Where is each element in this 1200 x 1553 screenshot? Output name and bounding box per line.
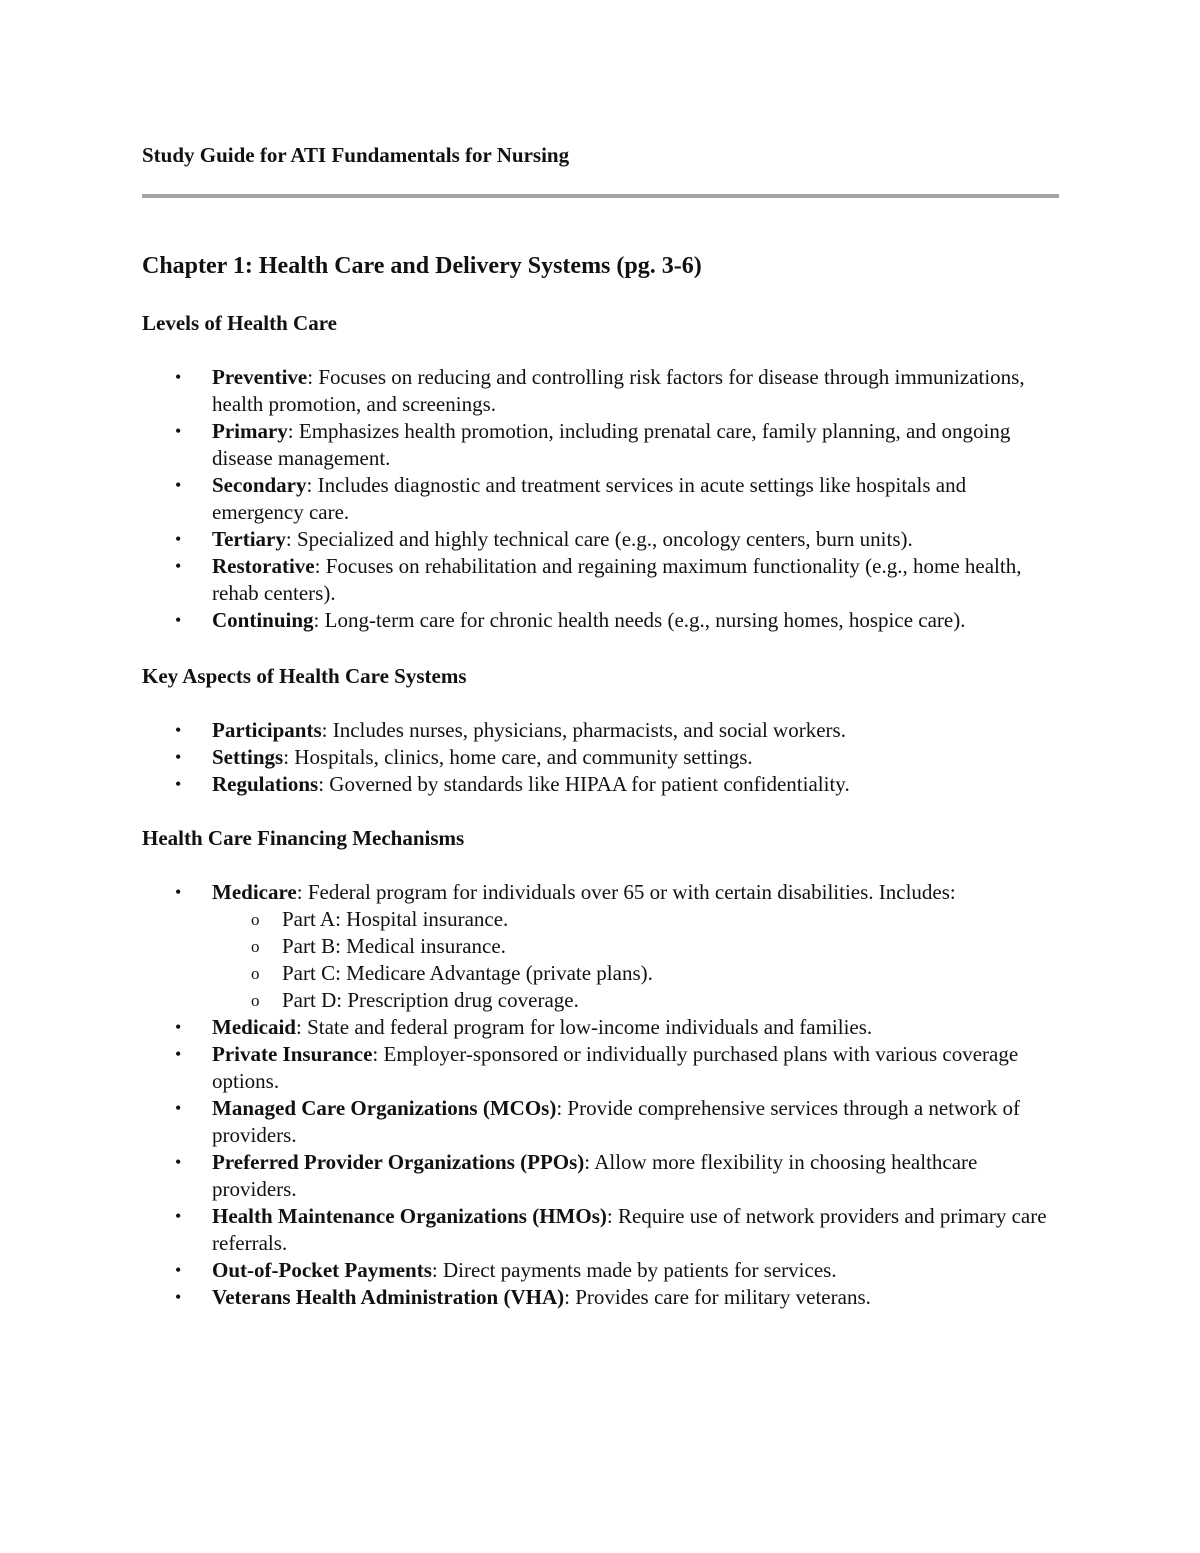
chapter-title: Chapter 1: Health Care and Delivery Systems (pg. 3-6) <box>142 253 702 279</box>
sub-item-text: Part B: Medical insurance. <box>282 934 506 958</box>
term: Continuing <box>212 608 314 632</box>
term: Settings <box>212 745 284 769</box>
definition: : Focuses on reducing and controlling risk factors for disease through immunizations, health promotion, and screenings. <box>212 365 1025 416</box>
bullet-icon: • <box>175 610 182 630</box>
definition: : Emphasizes health promotion, including prenatal care, family planning, and ongoing disease management. <box>212 419 1011 470</box>
definition: : Allow more flexibility in choosing healthcare providers. <box>212 1150 978 1201</box>
definition: : Employer-sponsored or individually purchased plans with various coverage options. <box>212 1042 1019 1093</box>
definition: : Direct payments made by patients for services. <box>431 1258 837 1282</box>
term: Restorative <box>212 554 315 578</box>
section-heading: Levels of Health Care <box>142 311 337 335</box>
list-item <box>142 1014 1062 1041</box>
bullet-icon: • <box>175 556 182 576</box>
bullet-icon: • <box>175 1098 182 1118</box>
term: Managed Care Organizations (MCOs) <box>212 1096 557 1120</box>
term: Participants <box>212 718 322 742</box>
document-title: Study Guide for ATI Fundamentals for Nursing <box>142 143 570 167</box>
list-item <box>142 1041 1062 1095</box>
list-item <box>142 717 1062 744</box>
term: Tertiary <box>212 527 286 551</box>
definition: : Specialized and highly technical care (e.g., oncology centers, burn units). <box>285 527 913 551</box>
sub-item-text: Part A: Hospital insurance. <box>282 907 509 931</box>
list-item <box>142 1149 1062 1203</box>
definition: : Governed by standards like HIPAA for patient confidentiality. <box>318 772 850 796</box>
term: Medicare <box>212 880 297 904</box>
sub-bullet-icon: o <box>251 964 260 983</box>
bullet-icon: • <box>175 774 182 794</box>
bullet-icon: • <box>175 1152 182 1172</box>
term: Preventive <box>212 365 308 389</box>
list-item <box>142 744 1062 771</box>
definition: : Focuses on rehabilitation and regaining maximum functionality (e.g., home health, rehab centers). <box>212 554 1022 605</box>
bullet-list <box>142 717 1062 798</box>
bullet-icon: • <box>175 882 182 902</box>
list-item-medicare <box>142 879 1062 1014</box>
bullet-icon: • <box>175 421 182 441</box>
bullet-icon: • <box>175 529 182 549</box>
medicare-parts-list <box>212 906 1062 1014</box>
term: Secondary <box>212 473 307 497</box>
section-heading: Key Aspects of Health Care Systems <box>142 664 467 688</box>
definition: : Hospitals, clinics, home care, and community settings. <box>283 745 753 769</box>
sub-list-item <box>212 960 1062 987</box>
horizontal-rule <box>142 194 1059 198</box>
term: Medicaid <box>212 1015 296 1039</box>
bullet-icon: • <box>175 1017 182 1037</box>
bullet-list <box>142 879 1062 1311</box>
sub-list-item <box>212 987 1062 1014</box>
bullet-icon: • <box>175 1044 182 1064</box>
sub-list-item <box>212 933 1062 960</box>
term: Veterans Health Administration (VHA) <box>212 1285 565 1309</box>
section-levels-of-health-care <box>142 310 1062 634</box>
definition: : Provide comprehensive services through a network of providers. <box>212 1096 1020 1147</box>
section-heading: Health Care Financing Mechanisms <box>142 826 465 850</box>
list-item <box>142 1203 1062 1257</box>
term: Primary <box>212 419 288 443</box>
list-item <box>142 418 1062 472</box>
definition: : State and federal program for low-income individuals and families. <box>296 1015 873 1039</box>
sub-bullet-icon: o <box>251 937 260 956</box>
bullet-icon: • <box>175 1206 182 1226</box>
list-item <box>142 1095 1062 1149</box>
bullet-icon: • <box>175 475 182 495</box>
bullet-list <box>142 364 1062 634</box>
definition: : Federal program for individuals over 65 or with certain disabilities. Includes: <box>296 880 956 904</box>
bullet-icon: • <box>175 1287 182 1307</box>
sub-bullet-icon: o <box>251 910 260 929</box>
term: Health Maintenance Organizations (HMOs) <box>212 1204 607 1228</box>
section-key-aspects <box>142 663 1062 798</box>
sub-item-text: Part C: Medicare Advantage (private plans). <box>282 961 653 985</box>
list-item <box>142 1257 1062 1284</box>
bullet-icon: • <box>175 367 182 387</box>
list-item <box>142 364 1062 418</box>
bullet-icon: • <box>175 720 182 740</box>
term: Private Insurance <box>212 1042 373 1066</box>
list-item <box>142 771 1062 798</box>
sub-bullet-icon: o <box>251 991 260 1010</box>
definition: : Long-term care for chronic health needs (e.g., nursing homes, hospice care). <box>313 608 966 632</box>
list-item <box>142 607 1062 634</box>
term: Out-of-Pocket Payments <box>212 1258 432 1282</box>
sub-list-item <box>212 906 1062 933</box>
bullet-icon: • <box>175 747 182 767</box>
list-item <box>142 472 1062 526</box>
definition: : Require use of network providers and primary care referrals. <box>212 1204 1047 1255</box>
list-item <box>142 526 1062 553</box>
term: Preferred Provider Organizations (PPOs) <box>212 1150 585 1174</box>
definition: : Includes nurses, physicians, pharmacists, and social workers. <box>321 718 846 742</box>
section-financing-mechanisms <box>142 825 1062 1311</box>
term: Regulations <box>212 772 319 796</box>
list-item <box>142 553 1062 607</box>
bullet-icon: • <box>175 1260 182 1280</box>
definition: : Provides care for military veterans. <box>564 1285 871 1309</box>
sub-item-text: Part D: Prescription drug coverage. <box>282 988 579 1012</box>
list-item <box>142 1284 1062 1311</box>
definition: : Includes diagnostic and treatment services in acute settings like hospitals and emergency care. <box>212 473 967 524</box>
